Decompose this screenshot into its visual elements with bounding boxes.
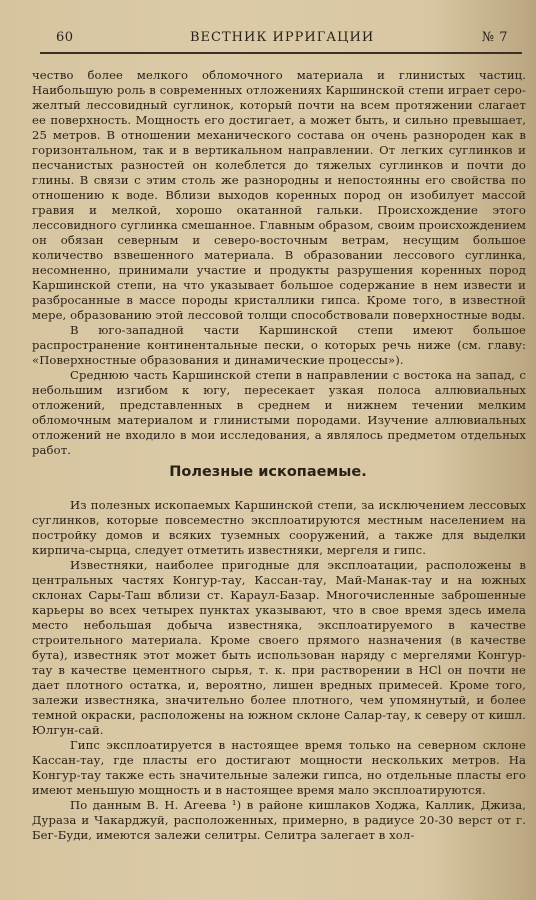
page-number: 60: [56, 30, 74, 45]
paragraph: Известняки, наиболее пригодные для эксплоатации, расположены в центральных частях Конгур-тау, Кассан-тау, Май-Манак-тау и на южных склонах Сары-Таш вблизи ст. Караул-Базар. Многочисленные заброшенные карьеры во всех четырех пунктах указывают, что в свое время здесь имела место небольшая добыча известняка, эксплоатируемого в качестве строительного материала. Кроме своего прямого назначения (в качестве бута), известняк этот может быть использован наряду с мергелями Конгур-тау в качестве цементного сырья, т. к. при растворении в HCl он почти не дает плотного остатка, и, вероятно, лишен вредных примесей. Кроме того, залежи известняка, значительно более плотного, чем упомянутый, и более темной окраски, расположены на южном склоне Салар-тау, к северу от кишл. Юлгун-сай.: [32, 558, 526, 737]
header-rule: [40, 52, 522, 54]
issue-number: № 7: [481, 30, 508, 45]
body-text-bottom: [32, 498, 526, 843]
paragraph: Среднюю часть Каршинской степи в направлении с востока на запад, с небольшим изгибом к югу, пересекает узкая полоса аллювиальных отложений, представленных в среднем и нижнем течении мелким обломочным материалом и глинистыми породами. Изучение аллювиальных отложений не входило в мои исследования, а являлось предметом отдельных работ.: [32, 368, 526, 457]
page-header: [40, 30, 516, 50]
paragraph: Из полезных ископаемых Каршинской степи, за исключением лессовых суглинков, которые повсеместно эксплоатируются местным населением на постройку домов и всяких туземных сооружений, а также для выделки кирпича-сырца, следует отметить известняки, мергеля и гипс.: [32, 498, 526, 557]
body-text-top: [32, 68, 526, 458]
paragraph: чество более мелкого обломочного материала и глинистых частиц. Наибольшую роль в современных отложениях Каршинской степи играет серо-желтый лессовидный суглинок, который почти на всем протяжении слагает ее поверхность. Мощность его достигает, а может быть, и сильно превышает, 25 метров. В отношении механического состава он очень разнороден как в горизонтальном, так и в вертикальном направлении. От легких суглинков и песчанистых разностей он колеблется до тяжелых суглинков и почти до глины. В связи с этим столь же разнородны и непостоянны его свойства по отношению к воде. Вблизи выходов коренных пород он изобилует массой гравия и мелкой, хорошо окатанной гальки. Происхождение этого лессовидного суглинка смешанное. Главным образом, своим происхождением он обязан северным и северо-восточным ветрам, несущим большое количество взвешенного материала. В образовании лессового суглинка, несомненно, принимали участие и продукты разрушения коренных пород Каршинской степи, на что указывает большое содержание в нем извести и разбросанные в массе породы кристаллики гипса. Кроме того, в известной мере, образованию этой лессовой толщи способствовали поверхностные воды.: [32, 68, 526, 322]
paragraph: В юго-западной части Каршинской степи имеют большое распространение континентальные пески, о которых речь ниже (см. главу: «Поверхностные образования и динамические процессы»).: [32, 323, 526, 367]
paragraph: Гипс эксплоатируется в настоящее время только на северном склоне Кассан-тау, где пласты его достигают мощности нескольких метров. На Конгур-тау также есть значительные залежи гипса, но отдельные пласты его имеют меньшую мощность и в настоящее время мало эксплоатируются.: [32, 738, 526, 797]
section-heading: Полезные ископаемые.: [169, 464, 367, 480]
paragraph: По данным В. Н. Агеева ¹) в районе кишлаков Ходжа, Каллик, Джиза, Дураза и Чакарджуй, расположенных, примерно, в радиусе 20-30 верст от г. Бег-Буди, имеются залежи селитры. Селитра залегает в хол-: [32, 798, 526, 842]
journal-title: ВЕСТНИК ИРРИГАЦИИ: [190, 30, 375, 45]
